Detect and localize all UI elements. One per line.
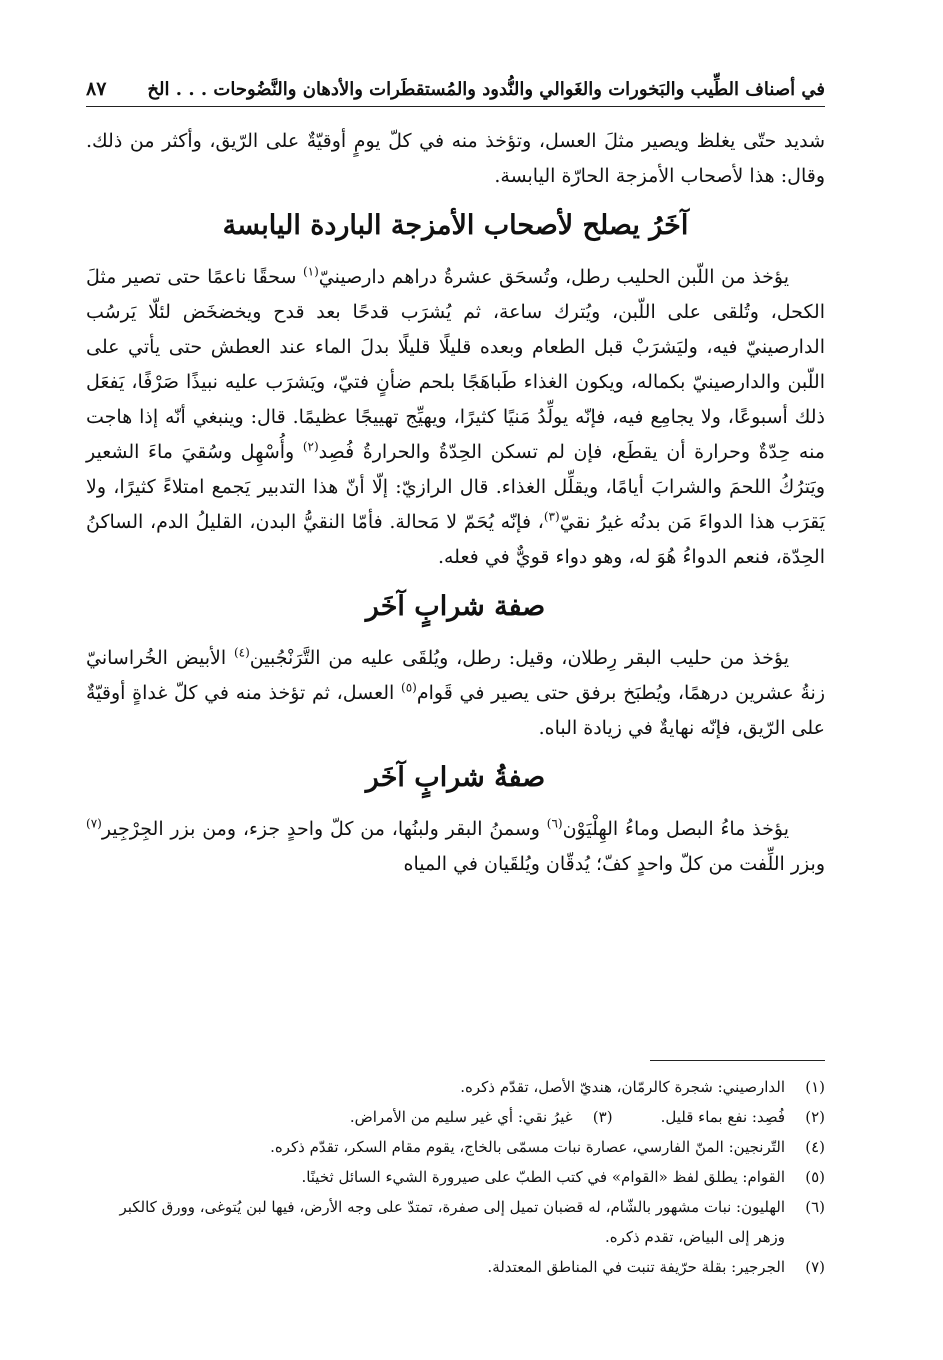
- text-span: يؤخذ من حليب البقر رِطلان، وقيل: رطل، ويُلقَى عليه من التَّرَنْجُبين: [249, 647, 789, 669]
- footnote-ref-3: (٣): [543, 509, 560, 524]
- running-title: في أصناف الطِّيب والبَخورات والغَوالي والنُّدود والمُستقطَرات والأدهان والنَّضُوحات . . . الخ: [147, 78, 825, 100]
- footnote-7: [86, 1252, 825, 1282]
- footnote-ref-6: (٦): [546, 816, 563, 831]
- text-span: يؤخذ ماءُ البصل وماءُ الهِلْيَوْن: [562, 818, 789, 840]
- footnote-number: (٧): [805, 1258, 825, 1276]
- footnote-3: [350, 1102, 613, 1132]
- footnote-text: الجرجير: بقلة حرّيفة تنبت في المناطق المعتدلة.: [487, 1258, 785, 1276]
- text-span: العسل، ثم تؤخذ منه في كلّ غداةٍ أوقيّةٌ على الرّيق، فإنّه نهايةٌ في زيادة الباه.: [86, 682, 825, 739]
- footnote-text: فُصِد: نفع بماء قليل.: [660, 1108, 785, 1126]
- footnote-text: غيرُ نقي: أي غير سليم من الأمراض.: [349, 1108, 573, 1126]
- footnote-text: الدارصيني: شجرة كالرمّان، هنديّ الأصل، تقدّم ذكره.: [460, 1078, 785, 1096]
- footnote-text: القوام: يطلق لفظ «القوام» في كتب الطبّ على صيرورة الشيء السائل ثخينًا.: [301, 1168, 785, 1186]
- text-span: سحقًا ناعمًا حتى تصير مثلَ الكحل، وتُلقى على اللّبن، ويُترك ساعة، ثم يُشرَب قدحًا بعد قدح ويخضخَض لئلّا يَرسُب الدارصينيّ فيه، وليَشرَبْ قبل الطعام وبعده قليلًا قليلًا بدلَ الماء عند العطش حتى يأتي على اللّبن والدارصينيّ بكماله، ويكون الغذاء طَباهَجًا بلحم ضأنٍ فتيّ، ويَشرَب عليه نبيذًا صَرْفًا، يَفعَل ذلك أسبوعًا، ولا يجامِع فيه، فإنّه يولِّدُ مَنيًا كثيرًا، ويهيِّج تهييجًا عظيمًا. قال: وينبغي أنّه إذا هاجت منه حِدّةٌ وحرارة أن يقطَع، فإن لم تسكن الحِدّةُ والحرارةُ فُصِد: [86, 266, 825, 463]
- page-number: ٨٧: [86, 78, 107, 100]
- footnote-5: [86, 1162, 825, 1192]
- footnote-ref-5: (٥): [401, 680, 417, 695]
- text-span: وأُسْهِل وسُقيَ ماءَ الشعير ويَترُكُ اللحمَ والشرابَ أيامًا، ويقلِّل الغذاء. قال الرازيّ: إلّا أنّ هذا التدبير يَجمع امتلاءً كثيرًا، ولا يَقرَب هذا الدواءَ مَن بدنُه غيرُ نقيّ: [86, 441, 825, 533]
- intro-line-2: من ذلك. وقال: هذا لأصحاب الأمزجة الحارّة اليابسة.: [86, 130, 825, 187]
- section-1-paragraph: [86, 260, 825, 575]
- footnote-ref-7: (٧): [86, 816, 102, 831]
- text-span: الأبيض الخُراسانيّ زنةُ عشرين درهمًا، ويُطبَخ برفق حتى يصير في قَوام: [86, 647, 826, 704]
- footnote-number: (٥): [805, 1168, 825, 1186]
- intro-line-1: شديد حتّى يغلظ ويصير مثلَ العسل، وتؤخذ منه في كلّ يومٍ أوقيّةٌ على الرّيق، وأكثر: [162, 130, 825, 152]
- footnote-text: التّرنجين: المنّ الفارسي، عصارة نبات مسمّى بالخاج، يقوم مقام السكر، تقدّم ذكره.: [270, 1138, 785, 1156]
- footnote-4: [86, 1132, 825, 1162]
- text-span: ، فإنّه يُحَمّ لا مَحالة. فأمّا النقيُّ البدن، القليلُ الدم، الساكنُ الحِدّة، فنعم الدواءُ هُوَ له، وهو دواء قويٌّ في فعله.: [86, 511, 825, 568]
- text-span: وسمنُ البقر ولبنُها، من كلّ واحدٍ جزء، ومن بزر الجِرْجِير: [101, 818, 547, 840]
- footnote-6: [86, 1192, 825, 1252]
- footnote-text: الهليون: نبات مشهور بالشّام، له قضبان تميل إلى صفرة، تمتدّ على وجه الأرض، فيها لبن يُتوغى، وورق كالكبر وزهر إلى البياض، تقدم ذكره.: [119, 1198, 785, 1246]
- section-3-paragraph: [86, 812, 825, 882]
- section-heading-2: صفة شرابٍ آخَر: [365, 591, 546, 622]
- text-span: وبزر اللِّفت من كلّ واحدٍ كفّ؛ يُدقّان ويُلقَيان في المياه: [403, 853, 825, 875]
- footnotes: [86, 1072, 825, 1282]
- footnote-number: (٢): [805, 1108, 825, 1126]
- footnote-2: [661, 1102, 825, 1132]
- footnote-ref-4: (٤): [233, 645, 250, 660]
- footnote-number: (٤): [805, 1138, 825, 1156]
- footnote-number: (٦): [805, 1198, 825, 1216]
- footnote-1: [86, 1072, 825, 1102]
- footnote-number: (١): [805, 1078, 825, 1096]
- intro-paragraph: [86, 124, 825, 194]
- footnote-row: [86, 1102, 825, 1132]
- section-2-paragraph: [86, 641, 825, 746]
- main-text: [86, 124, 825, 882]
- running-header: [86, 72, 825, 107]
- footnote-divider: [650, 1060, 825, 1061]
- footnote-ref-1: (١): [302, 264, 319, 279]
- footnote-number: (٣): [592, 1108, 613, 1126]
- footnote-ref-2: (٢): [302, 439, 319, 454]
- text-span: يؤخذ من اللّبن الحليب رطل، وتُسحَق عشرةُ دراهم دارصينيّ: [318, 266, 789, 288]
- section-heading-3: صفةُ شرابٍ آخَر: [365, 762, 546, 793]
- section-heading-1: آخَرُ يصلح لأصحاب الأمزجة الباردة اليابسة: [222, 210, 689, 241]
